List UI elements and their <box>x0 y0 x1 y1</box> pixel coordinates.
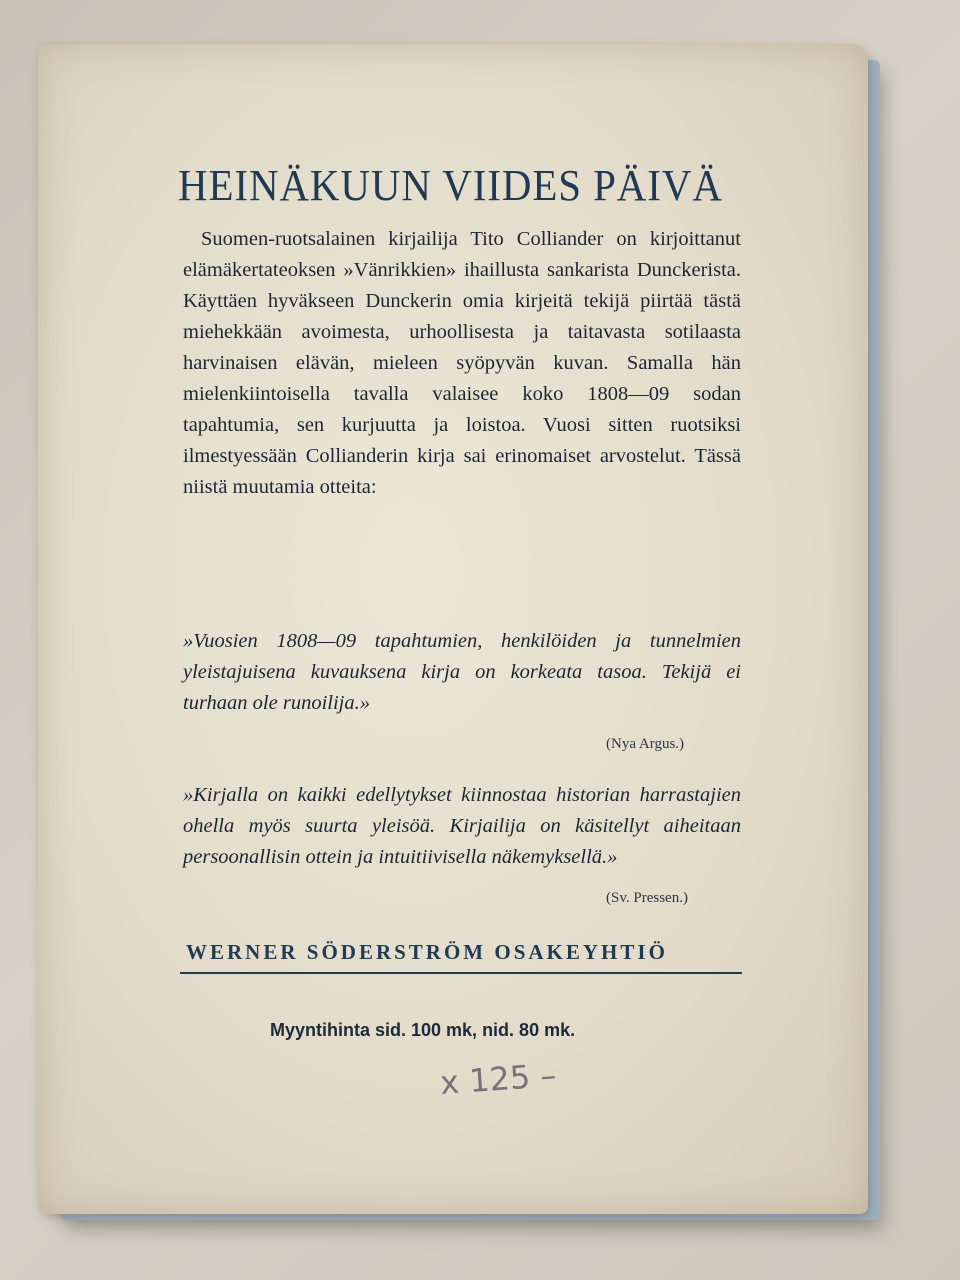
divider-rule <box>180 972 742 974</box>
review-source-1: (Nya Argus.) <box>606 736 685 752</box>
review-source-2: (Sv. Pressen.) <box>606 890 688 906</box>
price-line: Myyntihinta sid. 100 mk, nid. 80 mk. <box>270 1020 576 1040</box>
book-title: HEINÄKUUN VIIDES PÄIVÄ <box>178 161 723 210</box>
review-quote-text: »Kirjalla on kaikki edellytykset kiinnostaa historian harrastajien ohella myös suurta yleisöä. Kirjailija on käsitellyt aiheitaan persoonallisin ottein ja intuitiivisella näkemyksellä.» <box>183 784 741 868</box>
publisher-name: WERNER SÖDERSTRÖM OSAKEYHTIÖ <box>186 940 668 964</box>
review-quote-2 <box>183 780 741 873</box>
review-quote-text: »Vuosien 1808—09 tapahtumien, henkilöiden ja tunnelmien yleistajuisena kuvauksena kirja on korkeata tasoa. Tekijä ei turhaan ole runoilija.» <box>183 630 741 714</box>
description-paragraph: Suomen-ruotsalainen kirjailija Tito Colliander on kirjoittanut elämäkertateoksen »Vänrikkien» ihaillusta sankarista Dunckerista. Käyttäen hyväkseen Dunckerin omia kirjeitä tekijä piirtää tästä miehekkään avoimesta, urhoollisesta ja taitavasta sotilaasta harvinaisen elävän, mieleen syöpyvän kuvan. Samalla hän mielenkiintoisella tavalla valaisee koko 1808—09 sodan tapahtumia, sen kurjuutta ja loistoa. Vuosi sitten ruotsiksi ilmestyessään Collianderin kirja sai erinomaiset arvostelut. Tässä niistä muutamia otteita: <box>183 228 741 498</box>
pencil-price-note: x 125 – <box>438 1055 558 1103</box>
review-quote-1 <box>183 626 741 719</box>
book-description <box>183 224 741 503</box>
